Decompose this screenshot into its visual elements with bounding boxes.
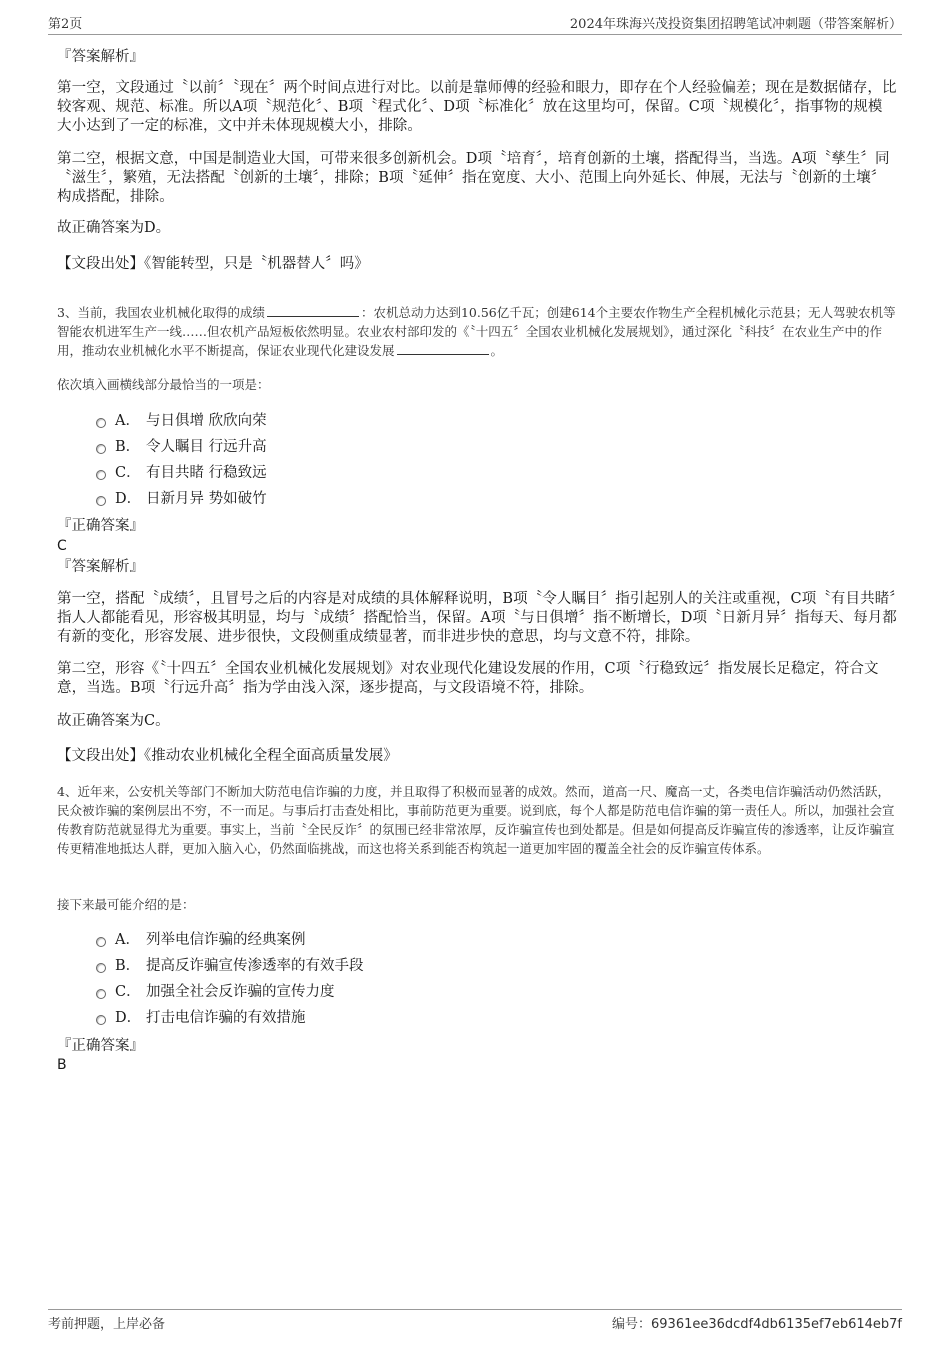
radio-icon[interactable]: [96, 418, 106, 428]
q4-prompt: 接下来最可能介绍的是：: [57, 897, 195, 912]
q3-option-b-text: 令人瞩目 行远升高: [146, 439, 267, 455]
q3-prompt: 依次填入画横线部分最恰当的一项是：: [57, 377, 270, 392]
q3-option-b-key: B．: [115, 439, 141, 455]
q3-conclusion: 故正确答案为C。: [57, 713, 170, 729]
q2-analysis-p1: 第一空，文段通过〝以前〞〝现在〞两个时间点进行对比。以前是靠师傅的经验和眼力，即存在个人经验偏差；现在是数据储存，比较客观、规范、标准。所以A项〝规范化〞、B项〝程式化〞、D项〝标准化〞放在这里均可，保留。C项〝规模化〞，指事物的规模大小达到了一定的标准，文中并未体现规模大小，排除。: [57, 80, 897, 134]
q3-analysis-p1: 第一空，搭配〝成绩〞，且冒号之后的内容是对成绩的具体解释说明，B项〝令人瞩目〞指引起别人的关注或重视，C项〝有目共睹〞指人人都能看见，形容极其明显，均与〝成绩〞搭配恰当，保留。A项〝与日俱增〞指不断增长，D项〝日新月异〞指每天、每月都有新的变化，形容发展、进步很快，文段侧重成绩显著，而非进步快的意思，均与文意不符，排除。: [57, 591, 897, 645]
radio-icon[interactable]: [96, 937, 106, 947]
q2-source: 【文段出处】《智能转型，只是〝机器替人〞吗》: [57, 256, 369, 272]
radio-icon[interactable]: [96, 989, 106, 999]
q3-option-c[interactable]: [96, 463, 267, 483]
q4-option-d-key: D．: [115, 1010, 142, 1026]
q3-analysis-p2: 第二空，形容《〝十四五〞全国农业机械化发展规划》对农业现代化建设发展的作用，C项〝行稳致远〞指发展长足稳定，符合文意，当选。B项〝行远升高〞指为学由浅入深，逐步提高，与文段语境不符，排除。: [57, 661, 879, 696]
q3-option-b[interactable]: [96, 437, 267, 457]
q3-option-c-key: C．: [115, 465, 141, 481]
q4-correct-answer: B: [57, 1057, 67, 1073]
q3-stem-part3: 。: [490, 343, 504, 358]
footer-slogan: 考前押题，上岸必备: [48, 1316, 166, 1332]
q3-option-a-text: 与日俱增 欣欣向荣: [146, 413, 267, 429]
q2-analysis-p2: 第二空，根据文意，中国是制造业大国，可带来很多创新机会。D项〝培育〞，培育创新的土壤，搭配得当，当选。A项〝孳生〞同〝滋生〞，繁殖，无法搭配〝创新的土壤〞，排除；B项〝延伸〞指在宽度、大小、范围上向外延长、伸展，无法与〝创新的土壤〞构成搭配，排除。: [57, 151, 890, 205]
q3-blank-1: [267, 304, 359, 317]
q4-option-b-key: B．: [115, 958, 141, 974]
radio-icon[interactable]: [96, 1015, 106, 1025]
q4-stem: 4、近年来，公安机关等部门不断加大防范电信诈骗的力度，并且取得了积极而显著的成效。然而，道高一尺、魔高一丈，各类电信诈骗活动仍然活跃，民众被诈骗的案例层出不穷，不一而足。与事后打击查处相比，事前防范更为重要。说到底，每个人都是防范电信诈骗的第一责任人。所以，加强社会宣传教育防范就显得尤为重要。事实上，当前〝全民反诈〞的氛围已经非常浓厚，反诈骗宣传也到处都是。但是如何提高反诈骗宣传的渗透率，让反诈骗宣传更精准地抵达人群，更加入脑入心，仍然面临挑战，而这也将关系到能否构筑起一道更加牢固的覆盖全社会的反诈骗宣传体系。: [57, 784, 895, 856]
q4-option-a[interactable]: [96, 930, 306, 950]
q4-option-b[interactable]: [96, 956, 364, 976]
q2-analysis-label: 『答案解析』: [57, 49, 144, 65]
q4-option-c[interactable]: [96, 982, 335, 1002]
document-title: 2024年珠海兴茂投资集团招聘笔试冲刺题（带答案解析）: [569, 17, 902, 32]
q3-option-d-text: 日新月异 势如破竹: [146, 491, 267, 507]
q3-stem-part1: 3、当前，我国农业机械化取得的成绩: [57, 305, 265, 320]
q4-option-d-text: 打击电信诈骗的有效措施: [146, 1010, 306, 1026]
q3-option-c-text: 有目共睹 行稳致远: [146, 465, 267, 481]
q2-conclusion: 故正确答案为D。: [57, 220, 171, 236]
page-footer: [48, 1309, 902, 1334]
q3-option-d[interactable]: [96, 489, 267, 509]
q3-stem: [57, 303, 897, 360]
q3-source: 【文段出处】《推动农业机械化全程全面高质量发展》: [57, 748, 398, 764]
q4-correct-label: 『正确答案』: [57, 1038, 144, 1054]
document-serial: 编号：69361ee36dcdf4db6135ef7eb614eb7f: [612, 1316, 902, 1332]
q3-blank-2: [397, 342, 489, 355]
q3-option-a[interactable]: [96, 411, 267, 431]
radio-icon[interactable]: [96, 444, 106, 454]
q3-stem-part2: ：农机总动力达到10.56亿千瓦；创建614个主要农作物生产全程机械化示范县；无人驾驶农机等智能农机进军生产一线……但农机产品短板依然明显。农业农村部印发的《〝十四五〞全国农业机械化发展规划》，通过深化〝科技〞在农业生产中的作用，推动农业机械化水平不断提高，保证农业现代化建设发展: [57, 305, 896, 358]
q4-option-a-text: 列举电信诈骗的经典案例: [146, 932, 306, 948]
q3-correct-label: 『正确答案』: [57, 518, 144, 534]
q3-analysis-label: 『答案解析』: [57, 559, 144, 575]
radio-icon[interactable]: [96, 963, 106, 973]
page-header: [48, 10, 902, 35]
q3-correct-answer: C: [57, 538, 67, 554]
page-number: 第2页: [48, 17, 83, 32]
q4-option-d[interactable]: [96, 1008, 306, 1028]
q3-option-d-key: D．: [115, 491, 142, 507]
q4-option-c-key: C．: [115, 984, 141, 1000]
radio-icon[interactable]: [96, 470, 106, 480]
q4-option-b-text: 提高反诈骗宣传渗透率的有效手段: [146, 958, 364, 974]
q3-option-a-key: A．: [115, 413, 140, 429]
q4-option-a-key: A．: [115, 932, 140, 948]
q4-option-c-text: 加强全社会反诈骗的宣传力度: [146, 984, 335, 1000]
radio-icon[interactable]: [96, 496, 106, 506]
